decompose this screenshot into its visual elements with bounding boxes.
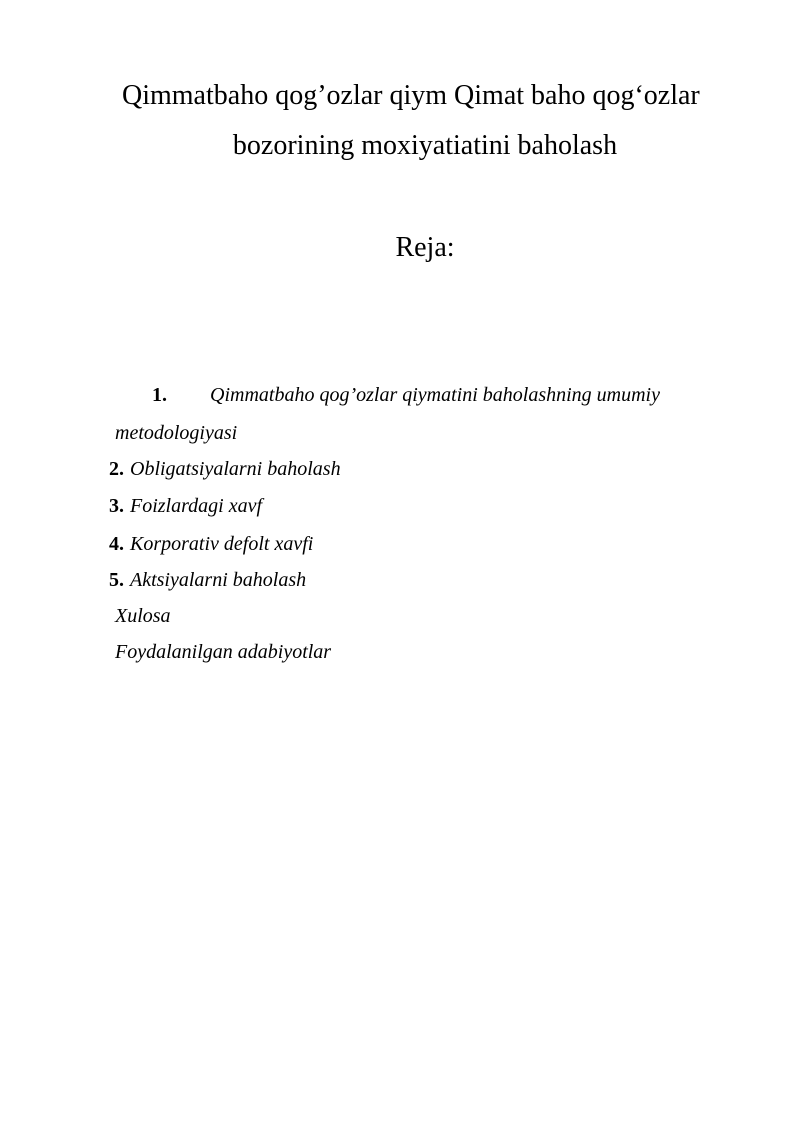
toc-item-2-text: Obligatsiyalarni baholash [130, 458, 341, 480]
toc-item-1-number: 1. [152, 384, 167, 406]
toc-references: Foydalanilgan adabiyotlar [115, 641, 332, 663]
toc-item-4 [109, 532, 313, 556]
toc-conclusion: Xulosa [115, 605, 171, 627]
toc-item-1-text: Qimmatbaho qog’ozlar qiymatini baholashning umumiy [210, 384, 660, 406]
toc-item-5 [109, 568, 306, 592]
toc-item-4-text: Korporativ defolt xavfi [130, 533, 314, 555]
toc-item-5-number: 5. [109, 569, 124, 591]
document-title-line-1: Qimmatbaho qog’ozlar qiym Qimat baho qog‘ozlar [122, 80, 700, 111]
toc-item-3-number: 3. [109, 495, 124, 517]
toc-item-5-text: Aktsiyalarni baholash [130, 569, 307, 591]
toc-item-2-number: 2. [109, 458, 124, 480]
toc-item-4-number: 4. [109, 533, 124, 555]
toc-item-2 [109, 457, 341, 481]
toc-item-1-text-continued: metodologiyasi [115, 422, 238, 444]
plan-heading: Reja: [395, 232, 455, 263]
toc-item-3-text: Foizlardagi xavf [130, 495, 263, 517]
document-title-line-2: bozorining moxiyatiatini baholash [232, 130, 618, 161]
toc-item-3 [109, 494, 262, 518]
